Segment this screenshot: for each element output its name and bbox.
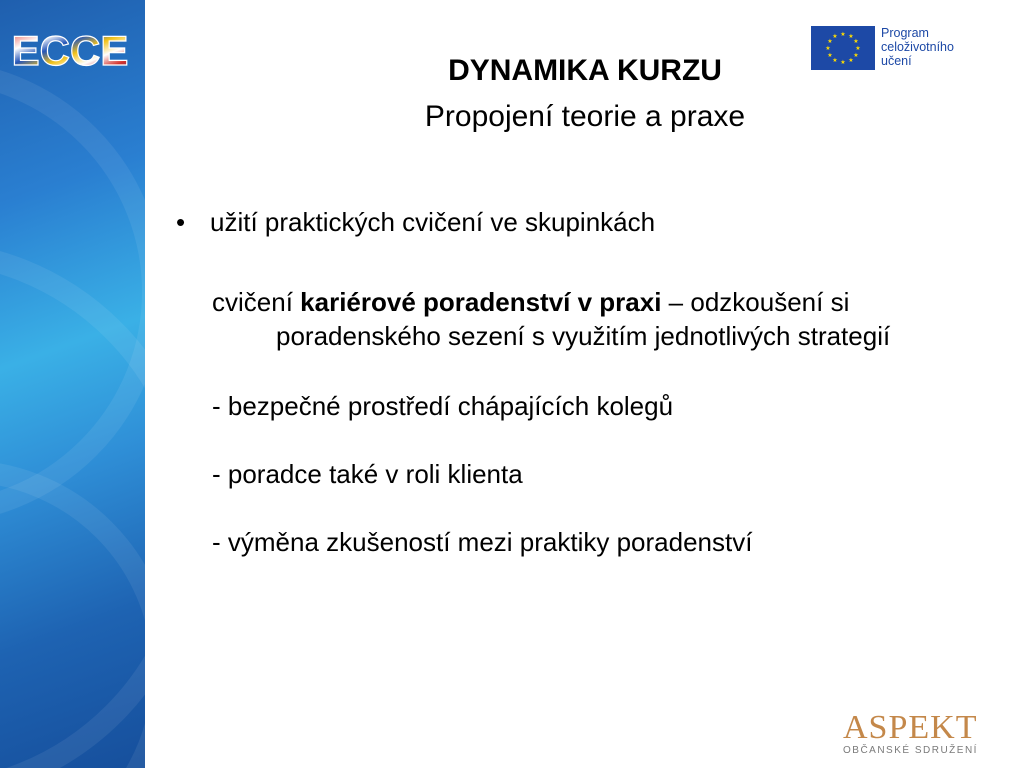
slide-title: DYNAMIKA KURZU <box>448 54 722 87</box>
list-item: - poradce také v roli klienta <box>212 459 523 489</box>
exercise-suffix: – odzkoušení si poradenského sezení s využitím jednotlivých strategií <box>276 287 891 351</box>
list-item: - bezpečné prostředí chápajících kolegů <box>212 391 674 421</box>
exercise-paragraph <box>212 285 986 353</box>
svg-text:★: ★ <box>848 57 854 64</box>
exercise-prefix: cvičení <box>212 287 301 317</box>
svg-text:★: ★ <box>832 57 838 64</box>
ecce-logo <box>11 28 129 72</box>
svg-text:★: ★ <box>827 38 833 45</box>
svg-text:★: ★ <box>853 52 859 59</box>
aspekt-logo-name: ASPEKT <box>843 709 978 746</box>
side-decoration-band <box>0 0 145 768</box>
eu-program-line: Program <box>881 26 929 40</box>
bullet-text: užití praktických cvičení ve skupinkách <box>210 207 656 237</box>
exercise-bold-text: kariérové poradenství v praxi <box>300 287 662 317</box>
svg-text:★: ★ <box>853 38 859 45</box>
svg-text:★: ★ <box>848 33 854 40</box>
svg-text:★: ★ <box>855 45 861 52</box>
slide-content <box>176 205 986 559</box>
aspekt-logo-tagline: OBČANSKÉ SDRUŽENÍ <box>843 745 978 756</box>
svg-text:★: ★ <box>840 31 846 38</box>
aspekt-logo <box>843 711 988 761</box>
slide-subtitle: Propojení teorie a praxe <box>424 100 746 133</box>
ecce-logo-text: ECCE <box>11 28 129 72</box>
eu-program-line: učení <box>881 54 912 68</box>
svg-text:★: ★ <box>825 45 831 52</box>
svg-text:★: ★ <box>832 33 838 40</box>
bullet-item <box>176 205 986 239</box>
list-item: - výměna zkušeností mezi praktiky poradenství <box>212 527 753 557</box>
eu-program-line: celoživotního <box>881 40 954 54</box>
svg-text:★: ★ <box>827 52 833 59</box>
svg-text:★: ★ <box>840 59 846 66</box>
bullet-dot-icon: • <box>176 207 186 237</box>
